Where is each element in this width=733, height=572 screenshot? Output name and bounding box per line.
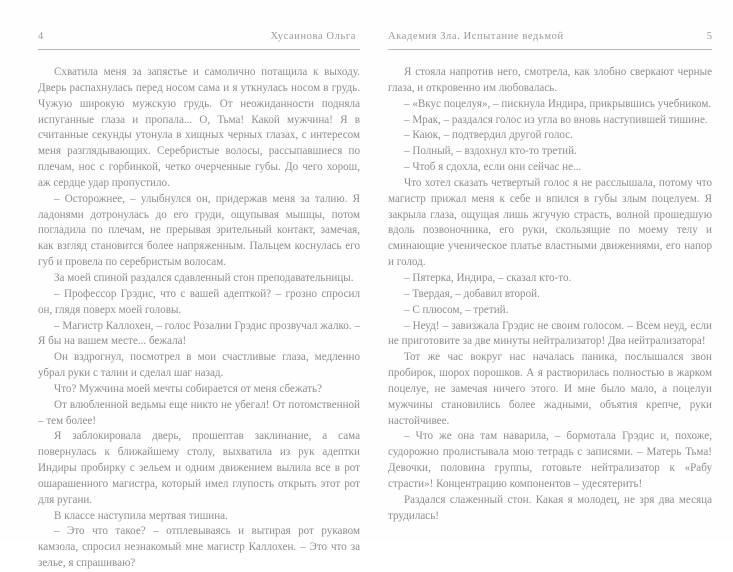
paragraph: – Мрак, – раздался голос из угла во вновь наступившей тишине.: [404, 113, 708, 126]
paragraph: – Неуд! – завизжала Грэдис не своим голосом. – Всем неуд, если не приготовите за две минуты нейтрализатор! Два нейтрализатора!: [388, 319, 712, 348]
paragraph: – Каюк, – подтвердил другой голос.: [404, 129, 573, 142]
paragraph: Раздался слаженный стон. Какая я молодец, не зря два месяца трудилась!: [388, 493, 712, 522]
page-number-left: 4: [38, 31, 44, 42]
paragraph: От влюбленной ведьмы еще никто не убегал! От потомственной – тем более!: [38, 398, 360, 427]
paragraph: – Магистр Каллохен, – голос Розалии Грэдис прозвучал жалко. – Я бы на вашем месте... бежала!: [38, 319, 360, 348]
paragraph: – «Вкус поцелуя», – пискнула Индира, прикрывшись учебником.: [404, 97, 712, 110]
body-text-right: [388, 65, 712, 524]
running-head-left: [38, 31, 360, 48]
paragraph: Он вздрогнул, посмотрел в мои счастливые глаза, медленно убрал руки с талии и сделал шаг назад.: [38, 351, 360, 380]
body-text-left: [38, 65, 360, 572]
running-head-title-left: Хусаинова Ольга: [270, 31, 356, 42]
paragraph: – Пятерка, Индира, – сказал кто-то.: [404, 271, 572, 284]
paragraph: Тот же час вокруг нас началась паника, послышался звон пробирок, шорох порошков. А я растворилась полностью в жарком поцелуе, не замечая ничего этого. И мне было мало, а поцелуи мужчины становились более жадными, объятия крепче, руки настойчивее.: [388, 351, 712, 427]
paragraph: – Это что такое? – отплевываясь и вытирая рот рукавом камзола, спросил незнакомый мне магистр Каллохен. – Это что за зелье, я спрашиваю?: [38, 525, 360, 570]
paragraph: – Что же она там наварила, – бормотала Грэдис и, похоже, судорожно пролистывала мою тетрадь с записями. – Матерь Тьма! Девочки, половина группы, готовьте нейтрализатор к «Рабу страсти»! Концентрацию компонентов – удесятерить!: [388, 430, 712, 490]
paragraph: За моей спиной раздался сдавленный стон преподавательницы.: [54, 271, 354, 284]
running-head-right: [388, 31, 712, 48]
paragraph: – С плюсом, – третий.: [404, 303, 509, 316]
page-left: [0, 0, 366, 570]
paragraph: – Твердая, – добавил второй.: [404, 287, 540, 300]
paragraph: Я стояла напротив него, смотрела, как злобно сверкают черные глаза, и откровенно им любовалась.: [388, 66, 712, 94]
paragraph: Что? Мужчина моей мечты собирается от меня сбежать?: [54, 382, 322, 395]
running-head-title-right: Академия Зла. Испытание ведьмой: [388, 31, 564, 42]
page-number-right: 5: [706, 31, 712, 42]
paragraph: Что хотел сказать четвертый голос я не расслышала, потому что магистр прижал меня к себе и впился в губы злым поцелуем. Я закрыла глаза, ощущая лишь жгучую страсть, волной прошедшую вдоль позвоночника, его руки, скользящие по моему телу и сминающие ученическое платье властными движениями, его напор и голод.: [388, 176, 712, 269]
paragraph: – Полный, – вздохнул кто-то третий.: [404, 145, 577, 158]
paragraph: Схватила меня за запястье и самолично потащила к выходу. Дверь распахнулась перед носом сама и я уткнулась носом в грудь. Чужую широкую мужскую грудь. От неожиданности подняла испуганные глаза и пропала... О, Тьма! Какой мужчина! Я в считанные секунды утонула в хищных черных глазах, с интересом меня разглядывающих. Серебристые волосы, рассыпавшиеся по плечам, нос с горбинкой, четко очерченные губы. До чего хорош, аж сердце удар пропустило.: [38, 66, 360, 189]
paragraph: Я заблокировала дверь, прошептав заклинание, а сама повернулась к ближайшему столу, выхватила из рук адептки Индиры пробирку с зельем и одним движением вылила все в рот ошарашенного магистра, который имел глупость открыть этот рот для ругани.: [38, 430, 360, 506]
paragraph: – Чтоб я сдохла, если они сейчас не...: [404, 161, 582, 174]
paragraph: – Осторожнее, – улыбнулся он, придержав меня за талию. Я ладонями дотронулась до его груди, ощупывая мышцы, потом погладила по плечам, не прерывая зрительный контакт, замечая, как взгляд становится более напряженным. Пальцем коснулась его губ и провела по серебристым волосам.: [38, 192, 360, 269]
page-right: [366, 0, 733, 540]
paragraph: В классе наступила мертвая тишина.: [54, 509, 228, 522]
paragraph: – Профессор Грэдис, что с вашей адепткой? – грозно спросил он, глядя поверх моей головы.: [38, 287, 360, 316]
